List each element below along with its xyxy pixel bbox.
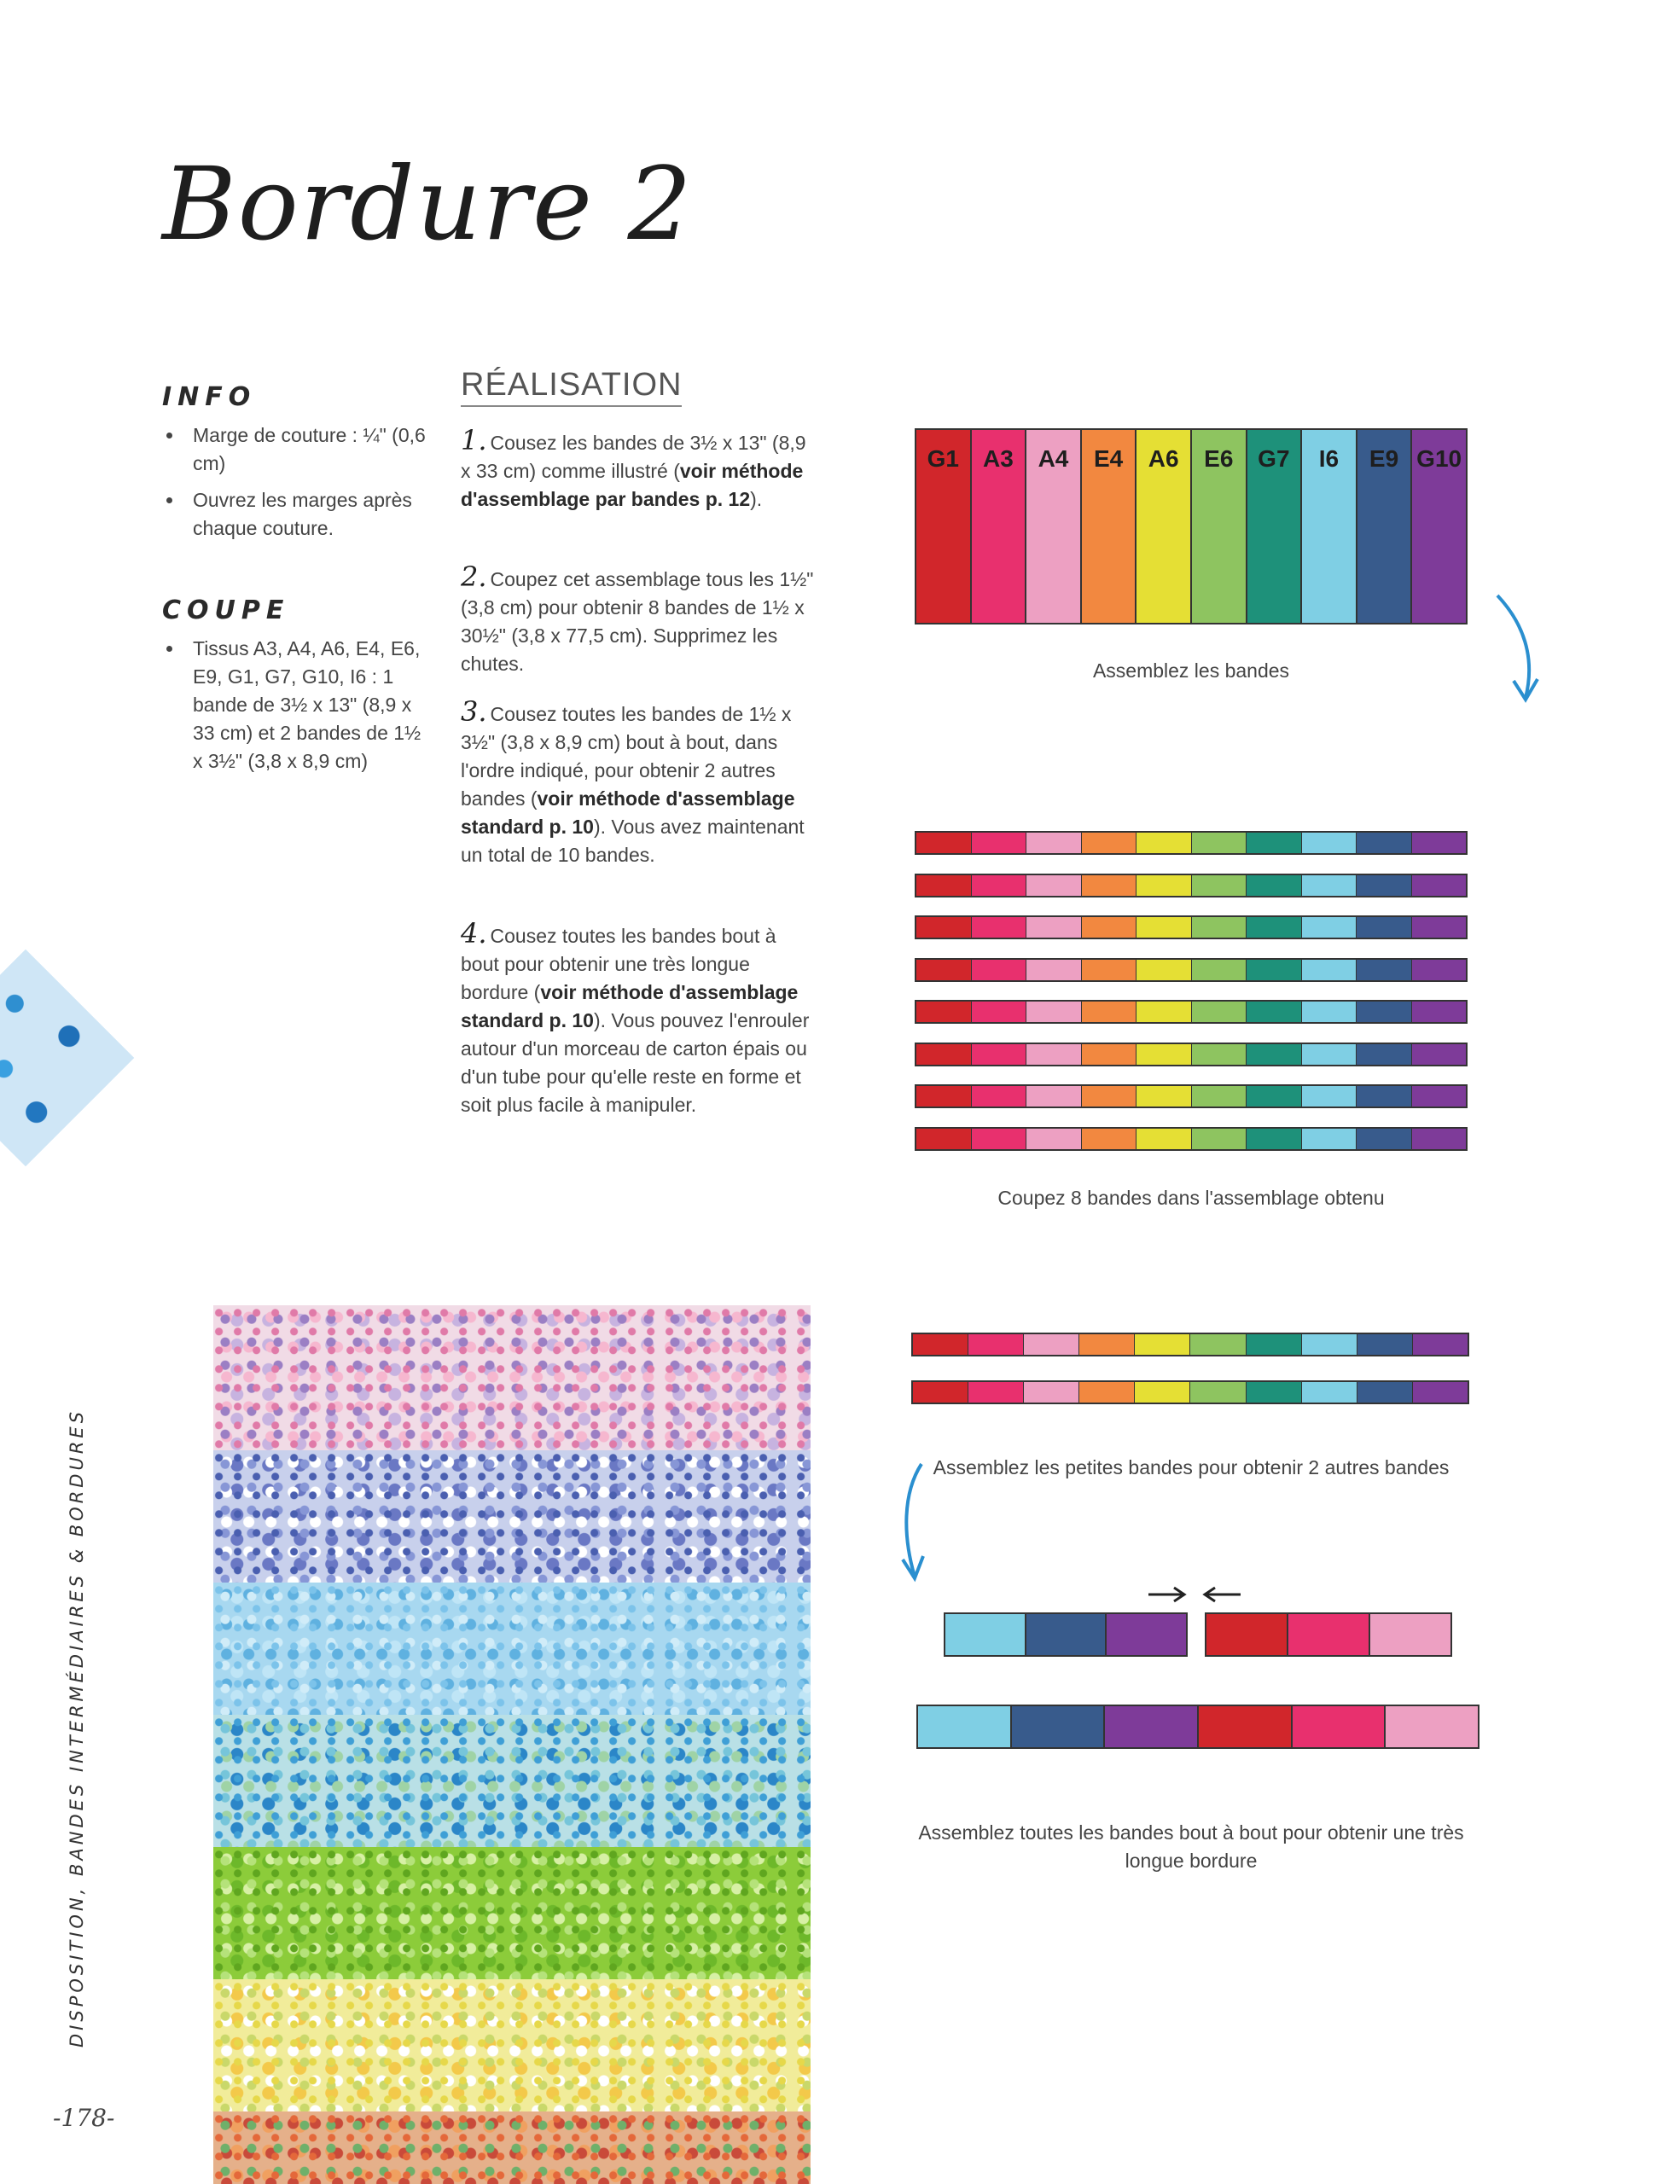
strip-segment [918, 1706, 1012, 1747]
strip-segment [1386, 1706, 1478, 1747]
fabric-band-4 [213, 1715, 811, 1847]
fabric-band-3 [213, 1583, 811, 1715]
fabric-label: E4 [1093, 445, 1124, 472]
strip-segment-e9 [1357, 430, 1413, 623]
assembled-strip-diagram [915, 428, 1468, 624]
strip-segment [1302, 960, 1357, 980]
page-title: Bordure 2 [162, 145, 694, 263]
strip-segment [1302, 1129, 1357, 1149]
half-strip-right [1205, 1612, 1452, 1657]
strip-segment [1302, 875, 1357, 896]
strip-segment [1288, 1614, 1370, 1655]
step-number: 4. [461, 917, 487, 950]
step-text: Cousez toutes les bandes de 1½ x 3½" (3,8 x 8,9 cm) bout à bout, dans l'ordre indiqué, pour obtenir 2 autres bandes ( [461, 703, 792, 810]
step-number: 2. [461, 561, 487, 593]
fabric-band-2 [213, 1450, 811, 1583]
small-strip [911, 1333, 1469, 1356]
strip-segment-a4 [1026, 430, 1082, 623]
strip-segment [1082, 1044, 1137, 1065]
strip-segment [1079, 1334, 1135, 1355]
strip-segment [1413, 1334, 1468, 1355]
curved-arrow-icon [1485, 589, 1553, 708]
side-section-label: DISPOSITION, BANDES INTERMÉDIAIRES & BORDURES [67, 1408, 87, 2048]
strip-segment-e6 [1192, 430, 1247, 623]
fabric-label: A6 [1148, 445, 1179, 472]
fabric-label: A3 [982, 445, 1014, 472]
fabric-label: E9 [1369, 445, 1399, 472]
strip-segment-g7 [1247, 430, 1303, 623]
step-reference: voir méthode d'assemblage standard p. 10 [461, 787, 795, 838]
fabric-label: I6 [1318, 445, 1340, 472]
fabric-label: A4 [1038, 445, 1069, 472]
strip-segment [1024, 1334, 1079, 1355]
step-number: 1. [461, 424, 487, 456]
strip-segment [1412, 1129, 1467, 1149]
fabric-label: G1 [927, 445, 959, 472]
cut-strip [915, 831, 1468, 855]
strip-segment [1079, 1382, 1135, 1403]
info-item: • Ouvrez les marges après chaque couture. [184, 486, 432, 543]
strip-segment [1026, 917, 1082, 938]
strip-segment [916, 1086, 972, 1107]
strip-segment [1012, 1706, 1106, 1747]
strip-segment [1192, 1044, 1247, 1065]
strip-segment-e4 [1082, 430, 1137, 623]
strip-segment [1247, 1334, 1302, 1355]
strip-segment-g1 [916, 430, 972, 623]
strip-segment [1206, 1614, 1288, 1655]
strip-segment [1412, 875, 1467, 896]
strip-segment [968, 1334, 1024, 1355]
fabric-band-1 [213, 1305, 811, 1450]
fabric-band-6 [213, 1979, 811, 2111]
half-strip-left [944, 1612, 1188, 1657]
strip-segment [1082, 960, 1137, 980]
step-reference: voir méthode d'assemblage par bandes p. 12 [461, 460, 804, 510]
strip-segment [1370, 1614, 1450, 1655]
realisation-heading: RÉALISATION [461, 367, 682, 407]
step-1 [461, 424, 819, 514]
strip-segment [972, 833, 1027, 853]
strip-segment-g10 [1412, 430, 1466, 623]
strip-segment [1135, 1334, 1190, 1355]
strip-segment [1192, 1086, 1247, 1107]
strip-segment [916, 1044, 972, 1065]
strip-segment [1357, 875, 1412, 896]
strip-segment [1247, 1002, 1302, 1022]
strip-segment [1357, 1334, 1413, 1355]
strip-segment [1357, 1129, 1412, 1149]
strip-segment [1026, 875, 1082, 896]
strip-segment [1357, 960, 1412, 980]
strip-segment [1302, 1334, 1357, 1355]
strip-segment [916, 1129, 972, 1149]
strip-segment [916, 960, 972, 980]
step-text: Cousez toutes les bandes bout à bout pour obtenir une très longue bordure ( [461, 925, 776, 1003]
strip-segment [1302, 1382, 1357, 1403]
join-arrows-icon [1143, 1582, 1246, 1607]
strip-segment [972, 1002, 1027, 1022]
cut-strip [915, 958, 1468, 982]
strip-segment [1190, 1334, 1246, 1355]
curved-arrow-icon [887, 1459, 947, 1587]
strip-segment [1357, 917, 1412, 938]
strip-segment [1026, 1129, 1082, 1149]
caption-cut: Coupez 8 bandes dans l'assemblage obtenu [997, 1187, 1385, 1209]
cut-strip [915, 1043, 1468, 1066]
strip-segment [1135, 1382, 1190, 1403]
strip-segment [1026, 960, 1082, 980]
strip-segment [1105, 1706, 1199, 1747]
strip-segment [913, 1334, 968, 1355]
quilt-border-photo [213, 1305, 811, 2184]
cut-strip [915, 1084, 1468, 1108]
cut-strip [915, 915, 1468, 939]
strip-segment [1247, 1086, 1302, 1107]
strip-segment [1302, 917, 1357, 938]
strip-segment [1024, 1382, 1079, 1403]
strip-segment [1293, 1706, 1386, 1747]
strip-segment [916, 875, 972, 896]
strip-segment [972, 1086, 1027, 1107]
strip-segment [972, 917, 1027, 938]
strip-segment [1357, 1044, 1412, 1065]
strip-segment [1199, 1706, 1293, 1747]
strip-segment [916, 833, 972, 853]
strip-segment-i6 [1302, 430, 1357, 623]
strip-segment [1412, 1002, 1467, 1022]
strip-segment [1192, 917, 1247, 938]
strip-segment [1192, 1129, 1247, 1149]
info-heading: INFO [162, 382, 257, 412]
strip-segment [1082, 1129, 1137, 1149]
strip-segment [1412, 917, 1467, 938]
strip-segment [1302, 833, 1357, 853]
small-strip [911, 1380, 1469, 1404]
strip-segment [1302, 1086, 1357, 1107]
strip-segment [1190, 1382, 1246, 1403]
caption-all: Assemblez toutes les bandes bout à bout pour obtenir une très longue bordure [918, 1821, 1464, 1872]
strip-segment [1082, 917, 1137, 938]
strip-segment [1247, 1044, 1302, 1065]
strip-segment [1302, 1044, 1357, 1065]
cut-strip [915, 1000, 1468, 1024]
strip-segment [968, 1382, 1024, 1403]
strip-segment-a3 [972, 430, 1027, 623]
step-reference: voir méthode d'assemblage standard p. 10 [461, 981, 799, 1031]
strip-segment [1247, 1382, 1302, 1403]
strip-segment [1136, 1002, 1192, 1022]
strip-segment [972, 875, 1027, 896]
strip-segment [1107, 1614, 1186, 1655]
strip-segment [1136, 833, 1192, 853]
step-3 [461, 695, 819, 869]
strip-segment [1082, 1002, 1137, 1022]
strip-segment [1026, 1044, 1082, 1065]
cut-strip [915, 874, 1468, 897]
coupe-list [162, 635, 432, 784]
strip-segment [1026, 1086, 1082, 1107]
strip-segment [916, 917, 972, 938]
strip-segment [972, 960, 1027, 980]
strip-segment [972, 1129, 1027, 1149]
step-text-end: ). Vous pouvez l'enrouler autour d'un morceau de carton épais ou d'un tube pour qu'elle reste en forme et soit plus facile à manipuler. [461, 1009, 810, 1116]
fabric-label: G7 [1258, 445, 1290, 472]
step-text-end: ). Vous avez maintenant un total de 10 bandes. [461, 816, 805, 866]
strip-segment [1247, 833, 1302, 853]
strip-segment [1357, 1002, 1412, 1022]
caption-small: Assemblez les petites bandes pour obtenir 2 autres bandes [933, 1456, 1450, 1478]
step-number: 3. [461, 695, 487, 728]
strip-segment [1192, 833, 1247, 853]
fabric-label: G10 [1416, 445, 1462, 472]
strip-segment [1136, 1086, 1192, 1107]
strip-segment [1412, 1044, 1467, 1065]
strip-segment [916, 1002, 972, 1022]
fabric-swatch-corner [0, 950, 134, 1167]
coupe-heading: COUPE [162, 595, 290, 625]
info-list [162, 421, 432, 551]
strip-segment [972, 1044, 1027, 1065]
strip-segment [1247, 917, 1302, 938]
page-number: -178- [53, 2104, 115, 2132]
fabric-band-7 [213, 2111, 811, 2184]
strip-segment [1026, 833, 1082, 853]
strip-segment [1412, 833, 1467, 853]
strip-segment [1082, 1086, 1137, 1107]
step-2 [461, 563, 819, 678]
step-text: Cousez les bandes de 3½ x 13" (8,9 x 33 cm) comme illustré ( [461, 432, 806, 482]
strip-segment [1136, 960, 1192, 980]
strip-segment [1026, 1614, 1107, 1655]
fabric-band-5 [213, 1847, 811, 1979]
strip-segment [1192, 960, 1247, 980]
strip-segment [913, 1382, 968, 1403]
strip-segment [1302, 1002, 1357, 1022]
strip-segment [1247, 875, 1302, 896]
strip-segment [1412, 960, 1467, 980]
strip-segment [1357, 1382, 1413, 1403]
strip-segment [1357, 1086, 1412, 1107]
caption-assemble: Assemblez les bandes [1092, 659, 1290, 682]
step-text-end: ). [750, 488, 763, 510]
strip-segment [1136, 875, 1192, 896]
step-text: Coupez cet assemblage tous les 1½" (3,8 cm) pour obtenir 8 bandes de 1½ x 30½" (3,8 x 77,5 cm). Supprimez les chutes. [461, 568, 814, 675]
strip-segment [1247, 1129, 1302, 1149]
fabric-label: E6 [1204, 445, 1234, 472]
cut-strip [915, 1127, 1468, 1151]
strip-segment [1026, 1002, 1082, 1022]
strip-segment [1247, 960, 1302, 980]
strip-segment [1192, 875, 1247, 896]
strip-segment [1136, 1129, 1192, 1149]
step-4 [461, 917, 819, 1119]
strip-segment [1192, 1002, 1247, 1022]
strip-segment-a6 [1136, 430, 1192, 623]
strip-segment [1136, 1044, 1192, 1065]
joined-strip [916, 1705, 1479, 1749]
strip-segment [1082, 875, 1137, 896]
strip-segment [1413, 1382, 1468, 1403]
strip-segment [1136, 917, 1192, 938]
strip-segment [1412, 1086, 1467, 1107]
strip-segment [1082, 833, 1137, 853]
strip-segment [1357, 833, 1412, 853]
strip-segment [945, 1614, 1026, 1655]
info-item: • Marge de couture : ¼" (0,6 cm) [184, 421, 432, 478]
coupe-item: • Tissus A3, A4, A6, E4, E6, E9, G1, G7, G10, I6 : 1 bande de 3½ x 13" (8,9 x 33 cm) et 2 bandes de 1½ x 3½" (3,8 x 8,9 cm) [184, 635, 432, 775]
